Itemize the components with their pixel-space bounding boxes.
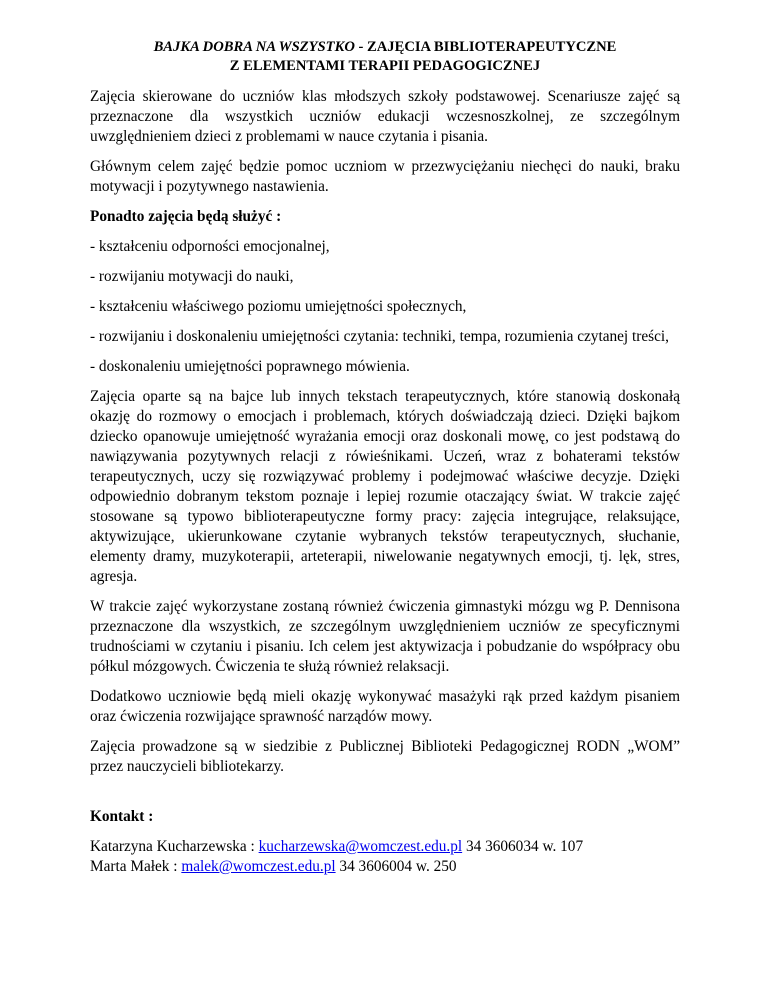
intro-paragraph: Zajęcia skierowane do uczniów klas młodszych szkoły podstawowej. Scenariusze zajęć są przeznaczone dla wszystkich uczniów edukacji wczesnoszkolnej, ze szczególnym uwzględnieniem dzieci z problemami w nauce czytania i pisania.	[90, 88, 680, 145]
list-item: - doskonaleniu umiejętności poprawnego mówienia.	[90, 358, 410, 375]
contact-phone: 34 3606034 w. 107	[462, 838, 584, 855]
document-page	[90, 38, 680, 877]
email-link[interactable]: kucharzewska@womczest.edu.pl	[258, 838, 463, 855]
method-paragraph: Zajęcia oparte są na bajce lub innych tekstach terapeutycznych, które stanowią doskonałą okazję do rozmowy o emocjach i problemach, których doświadczają dzieci. Dzięki bajkom dziecko opanowuje umiejętność wyrażania emocji oraz doskonali mowę, co jest podstawą do nawiązywania pozytywnych relacji z rówieśnikami. Uczeń, wraz z bohaterami tekstów terapeutycznych, uczy się rozwiązywać problemy i podejmować właściwe decyzje. Dzięki odpowiednio dobranym tekstom poznaje i lepiej rozumie otaczający świat. W trakcie zajęć stosowane są typowo biblioterapeutyczne formy pracy: zajęcia integrujące, relaksujące, aktywizujące, ukierunkowane czytanie wybranych tekstów terapeutycznych, słuchanie, elementy dramy, muzykoterapii, arteterapii, niwelowanie negatywnych emocji, tj. lęk, stres, agresja.	[90, 388, 680, 585]
list-item: - kształceniu właściwego poziomu umiejętności społecznych,	[90, 298, 467, 315]
title-separator: -	[354, 39, 368, 55]
massage-paragraph: Dodatkowo uczniowie będą mieli okazję wykonywać masażyki rąk przed każdym pisaniem oraz ćwiczenia rozwijające sprawność narządów mowy.	[90, 688, 680, 725]
contact-heading: Kontakt :	[90, 808, 154, 825]
contact-phone: 34 3606004 w. 250	[335, 858, 457, 875]
email-link[interactable]: malek@womczest.edu.pl	[181, 858, 336, 875]
contact-name: Katarzyna Kucharzewska :	[90, 838, 259, 855]
contact-line	[90, 837, 680, 857]
title-italic-part: BAJKA DOBRA NA WSZYSTKO	[153, 39, 355, 55]
list-item: - rozwijaniu motywacji do nauki,	[90, 268, 294, 285]
goal-paragraph: Głównym celem zajęć będzie pomoc uczniom w przezwyciężaniu niechęci do nauki, braku motywacji i pozytywnego nastawienia.	[90, 158, 680, 195]
document-title	[90, 38, 680, 76]
location-paragraph: Zajęcia prowadzone są w siedzibie z Publicznej Biblioteki Pedagogicznej RODN „WOM” przez nauczycieli bibliotekarzy.	[90, 738, 680, 775]
title-rest: ZAJĘCIA BIBLIOTERAPEUTYCZNE	[367, 39, 617, 55]
contact-line	[90, 857, 680, 877]
title-line-2: Z ELEMENTAMI TERAPII PEDAGOGICZNEJ	[229, 58, 541, 74]
list-item: - kształceniu odporności emocjonalnej,	[90, 238, 330, 255]
contact-name: Marta Małek :	[90, 858, 182, 875]
brain-gym-paragraph: W trakcie zajęć wykorzystane zostaną również ćwiczenia gimnastyki mózgu wg P. Dennisona przeznaczone dla wszystkich, ze szczególnym uwzględnieniem uczniów ze specyficznymi trudnościami w czytaniu i pisaniu. Ich celem jest aktywizacja i pobudzanie do współpracy obu półkul mózgowych. Ćwiczenia te służą również relaksacji.	[90, 598, 680, 675]
list-heading: Ponadto zajęcia będą służyć :	[90, 208, 282, 225]
list-item: - rozwijaniu i doskonaleniu umiejętności czytania: techniki, tempa, rozumienia czytanej treści,	[90, 328, 669, 345]
